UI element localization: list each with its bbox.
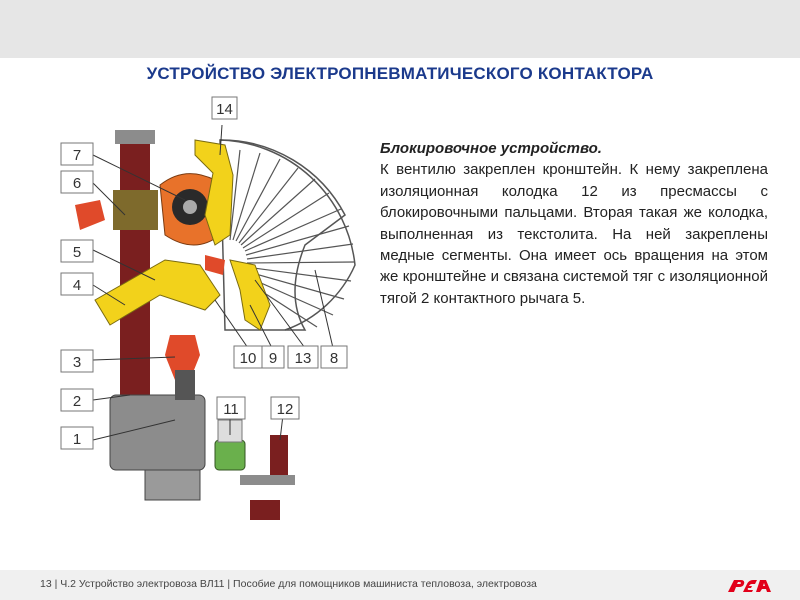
callout-5 (61, 240, 93, 262)
callout-12 (271, 397, 299, 419)
footer-bar (0, 570, 800, 600)
slide-title: УСТРОЙСТВО ЭЛЕКТРОПНЕВМАТИЧЕСКОГО КОНТАКТОРА (146, 64, 654, 83)
bracket-plate (240, 475, 295, 485)
callout-9 (262, 346, 284, 368)
top-banner (0, 0, 800, 58)
footer-text (40, 578, 537, 590)
svg-text:2: 2 (72, 393, 82, 410)
svg-text:3: 3 (72, 354, 82, 371)
svg-text:13: 13 (294, 350, 312, 367)
svg-text:14: 14 (216, 101, 233, 118)
footer-caption: | Ч.2 Устройство электровоза ВЛ11 | Пособие для помощников машиниста тепловоза, электровоза (54, 578, 537, 590)
callout-2 (61, 389, 93, 411)
svg-text:4: 4 (72, 277, 82, 294)
svg-text:1: 1 (72, 431, 82, 448)
callout-6 (61, 171, 93, 193)
callout-8 (321, 346, 347, 368)
callout-3 (61, 350, 93, 372)
svg-text:5: 5 (72, 244, 82, 261)
callout-7 (61, 143, 93, 165)
svg-text:12: 12 (276, 401, 294, 418)
rzd-logo-icon (726, 574, 776, 596)
description-body: К вентилю закреплен кронштейн. К нему закреплена изоляционная колодка 12 из пресмассы с блокировочными пальцами. Вторая такая же колодка, выполненная из текстолита. На ней закреплены медные сегменты. Она имеет ось вращения на этом же кронштейне и связана системой тяг с изоляционной тягой 2 контактного рычага 5. (380, 161, 768, 307)
column-top-cap (115, 130, 155, 144)
lower-block (250, 500, 280, 520)
svg-text:9: 9 (268, 350, 278, 367)
page-number: 13 (40, 578, 52, 590)
svg-text:7: 7 (72, 147, 82, 164)
blocking-block (270, 435, 288, 480)
callout-13 (288, 346, 318, 368)
valve-coil (215, 440, 245, 470)
svg-text:11: 11 (223, 401, 239, 418)
description-block (380, 138, 768, 309)
description-heading: Блокировочное устройство. (380, 140, 602, 157)
callout-4 (61, 273, 93, 295)
svg-text:8: 8 (329, 350, 339, 367)
callout-10 (234, 346, 262, 368)
svg-text:6: 6 (72, 175, 82, 192)
callout-11 (217, 397, 245, 419)
callout-14 (212, 97, 237, 119)
svg-text:10: 10 (239, 350, 257, 367)
contactor-diagram (55, 95, 365, 535)
callout-1 (61, 427, 93, 449)
